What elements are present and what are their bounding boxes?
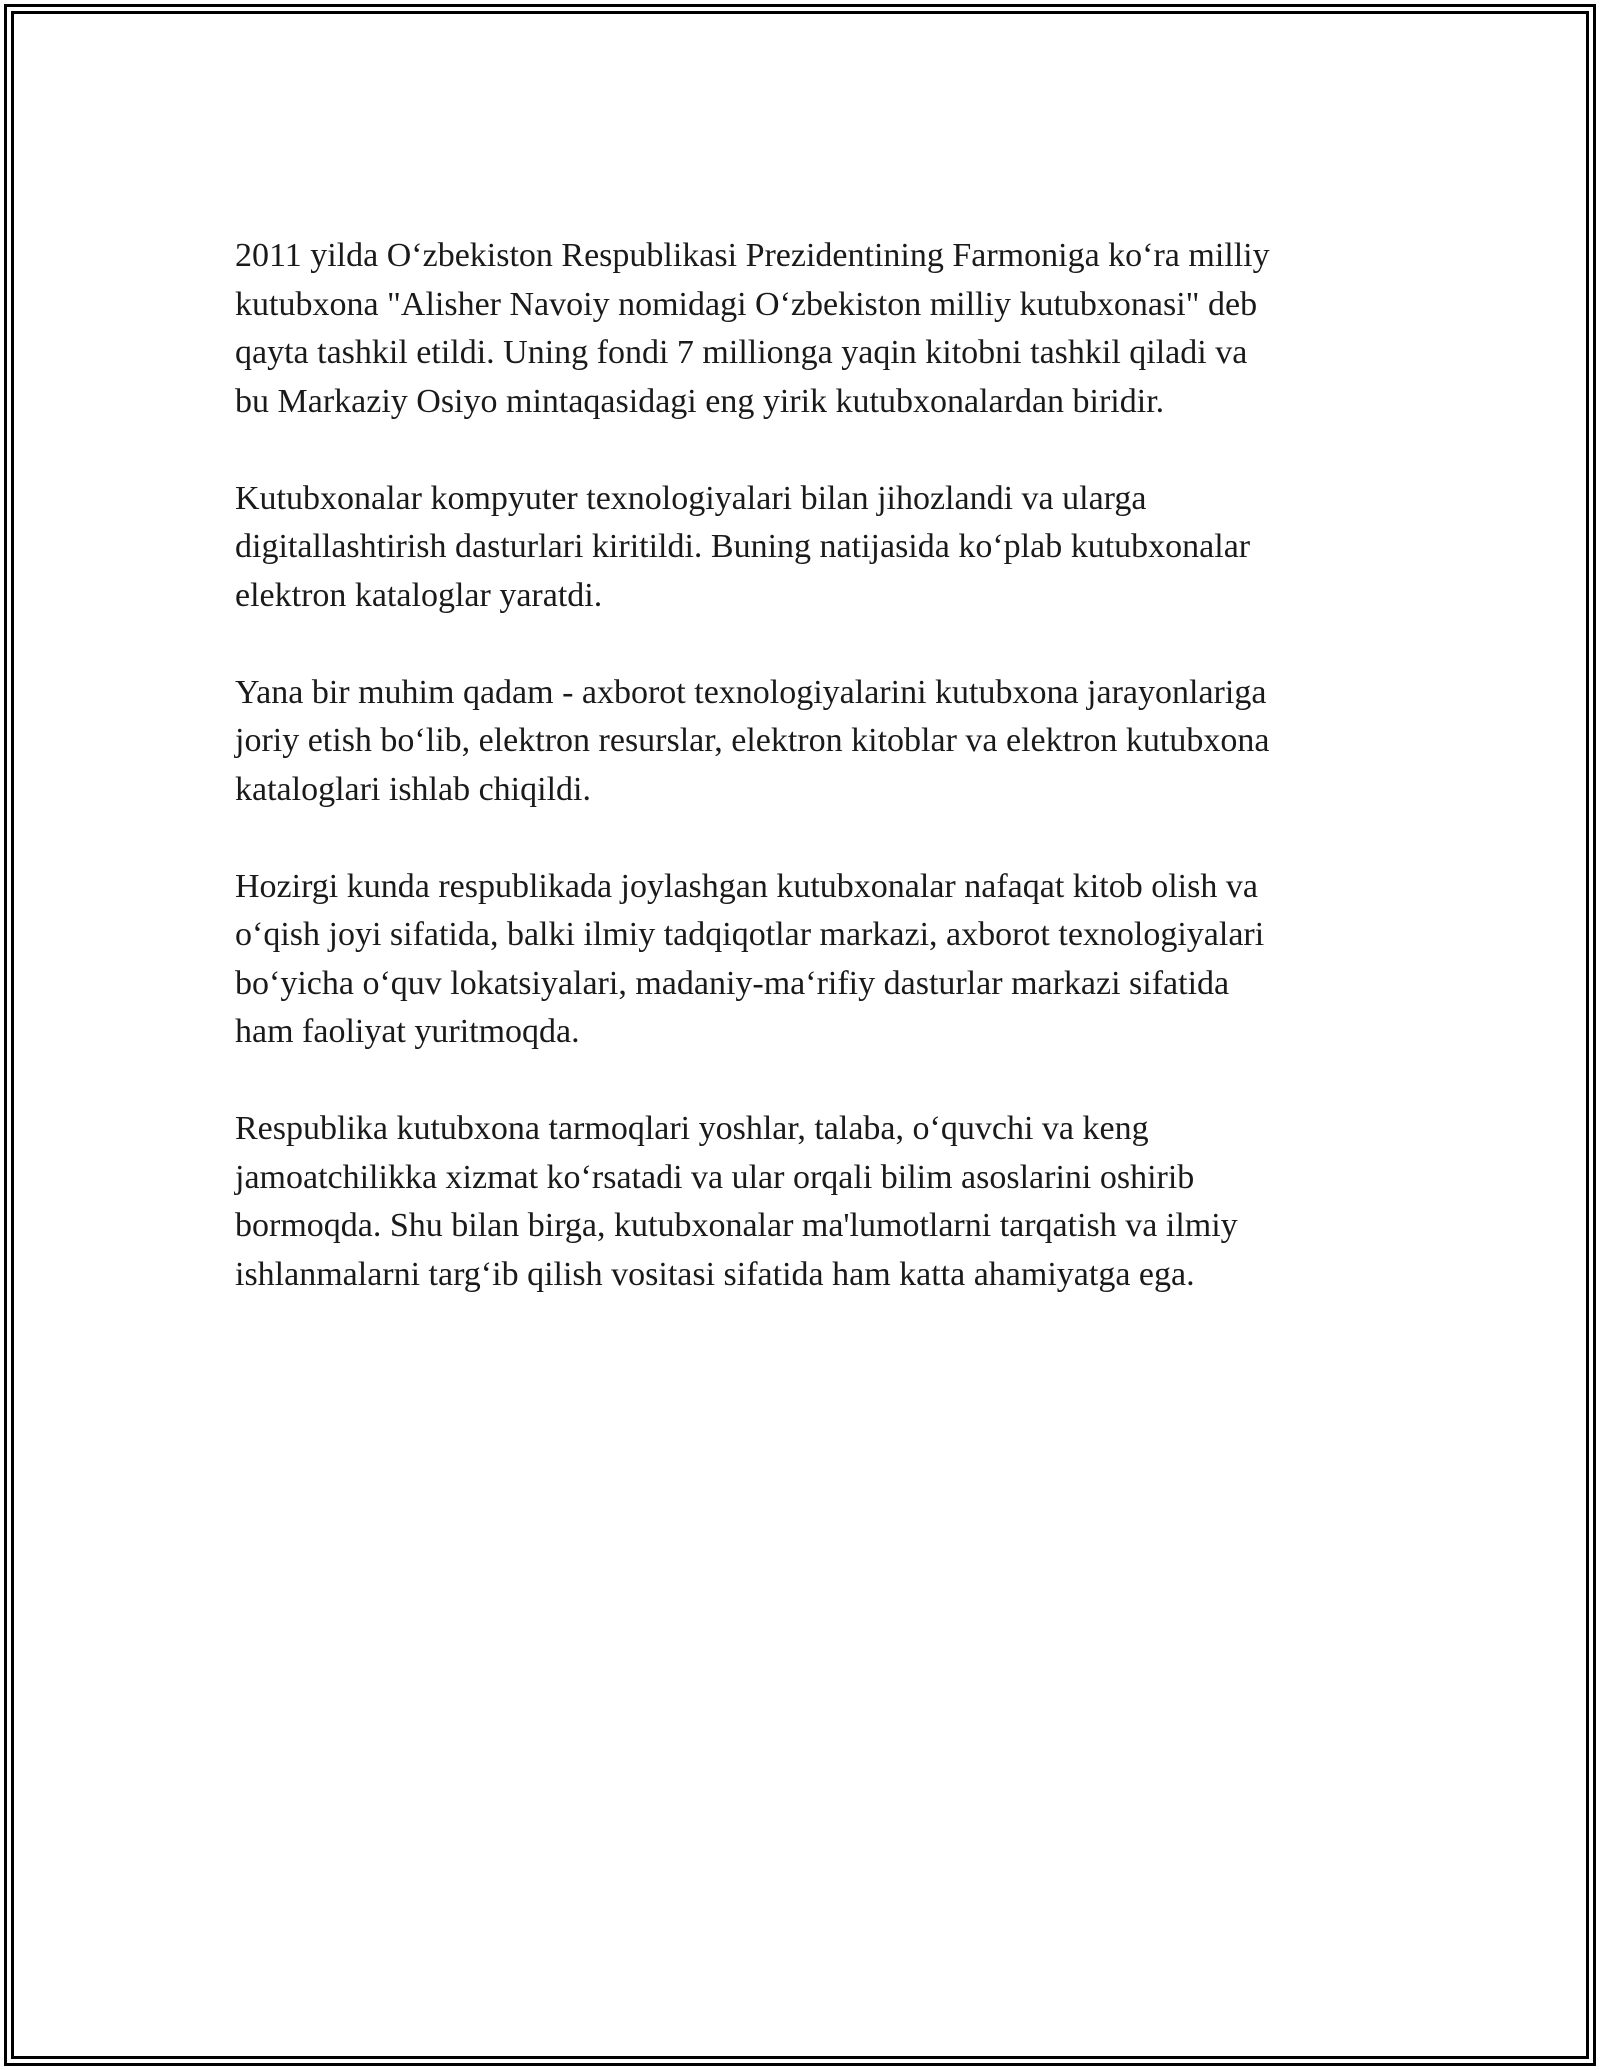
document-body [235, 232, 1375, 1348]
paragraph-information-technologies: Yana bir muhim qadam - axborot texnologiyalarini kutubxona jarayonlariga joriy etish bo‘lib, elektron resurslar, elektron kitoblar va elektron kutubxona kataloglari ishlab chiqildi. [235, 673, 1270, 808]
paragraph-national-library: 2011 yilda O‘zbekiston Respublikasi Prezidentining Farmoniga ko‘ra milliy kutubxona "Alisher Navoiy nomidagi O‘zbekiston milliy kutubxonasi" deb qayta tashkil etildi. Uning fondi 7 millionga yaqin kitobni tashkil qiladi va bu Markaziy Osiyo mintaqasidagi eng yirik kutubxonalardan biridir. [235, 237, 1270, 420]
paragraph-computer-technologies: Kutubxonalar kompyuter texnologiyalari bilan jihozlandi va ularga digitallashtirish dasturlari kiritildi. Buning natijasida ko‘plab kutubxonalar elektron kataloglar yaratdi. [235, 479, 1251, 614]
paragraph-libraries-today: Hozirgi kunda respublikada joylashgan kutubxonalar nafaqat kitob olish va o‘qish joyi sifatida, balki ilmiy tadqiqotlar markazi, axborot texnologiyalari bo‘yicha o‘quv lokatsiyalari, madaniy-ma‘rifiy dasturlar markazi sifatida ham faoliyat yuritmoqda. [235, 867, 1265, 1050]
paragraph-library-networks: Respublika kutubxona tarmoqlari yoshlar, talaba, o‘quvchi va keng jamoatchilikka xizmat ko‘rsatadi va ular orqali bilim asoslarini oshirib bormoqda. Shu bilan birga, kutubxonalar ma'lumotlarni tarqatish va ilmiy ishlanmalarni targ‘ib qilish vositasi sifatida ham katta ahamiyatga ega. [235, 1110, 1238, 1293]
